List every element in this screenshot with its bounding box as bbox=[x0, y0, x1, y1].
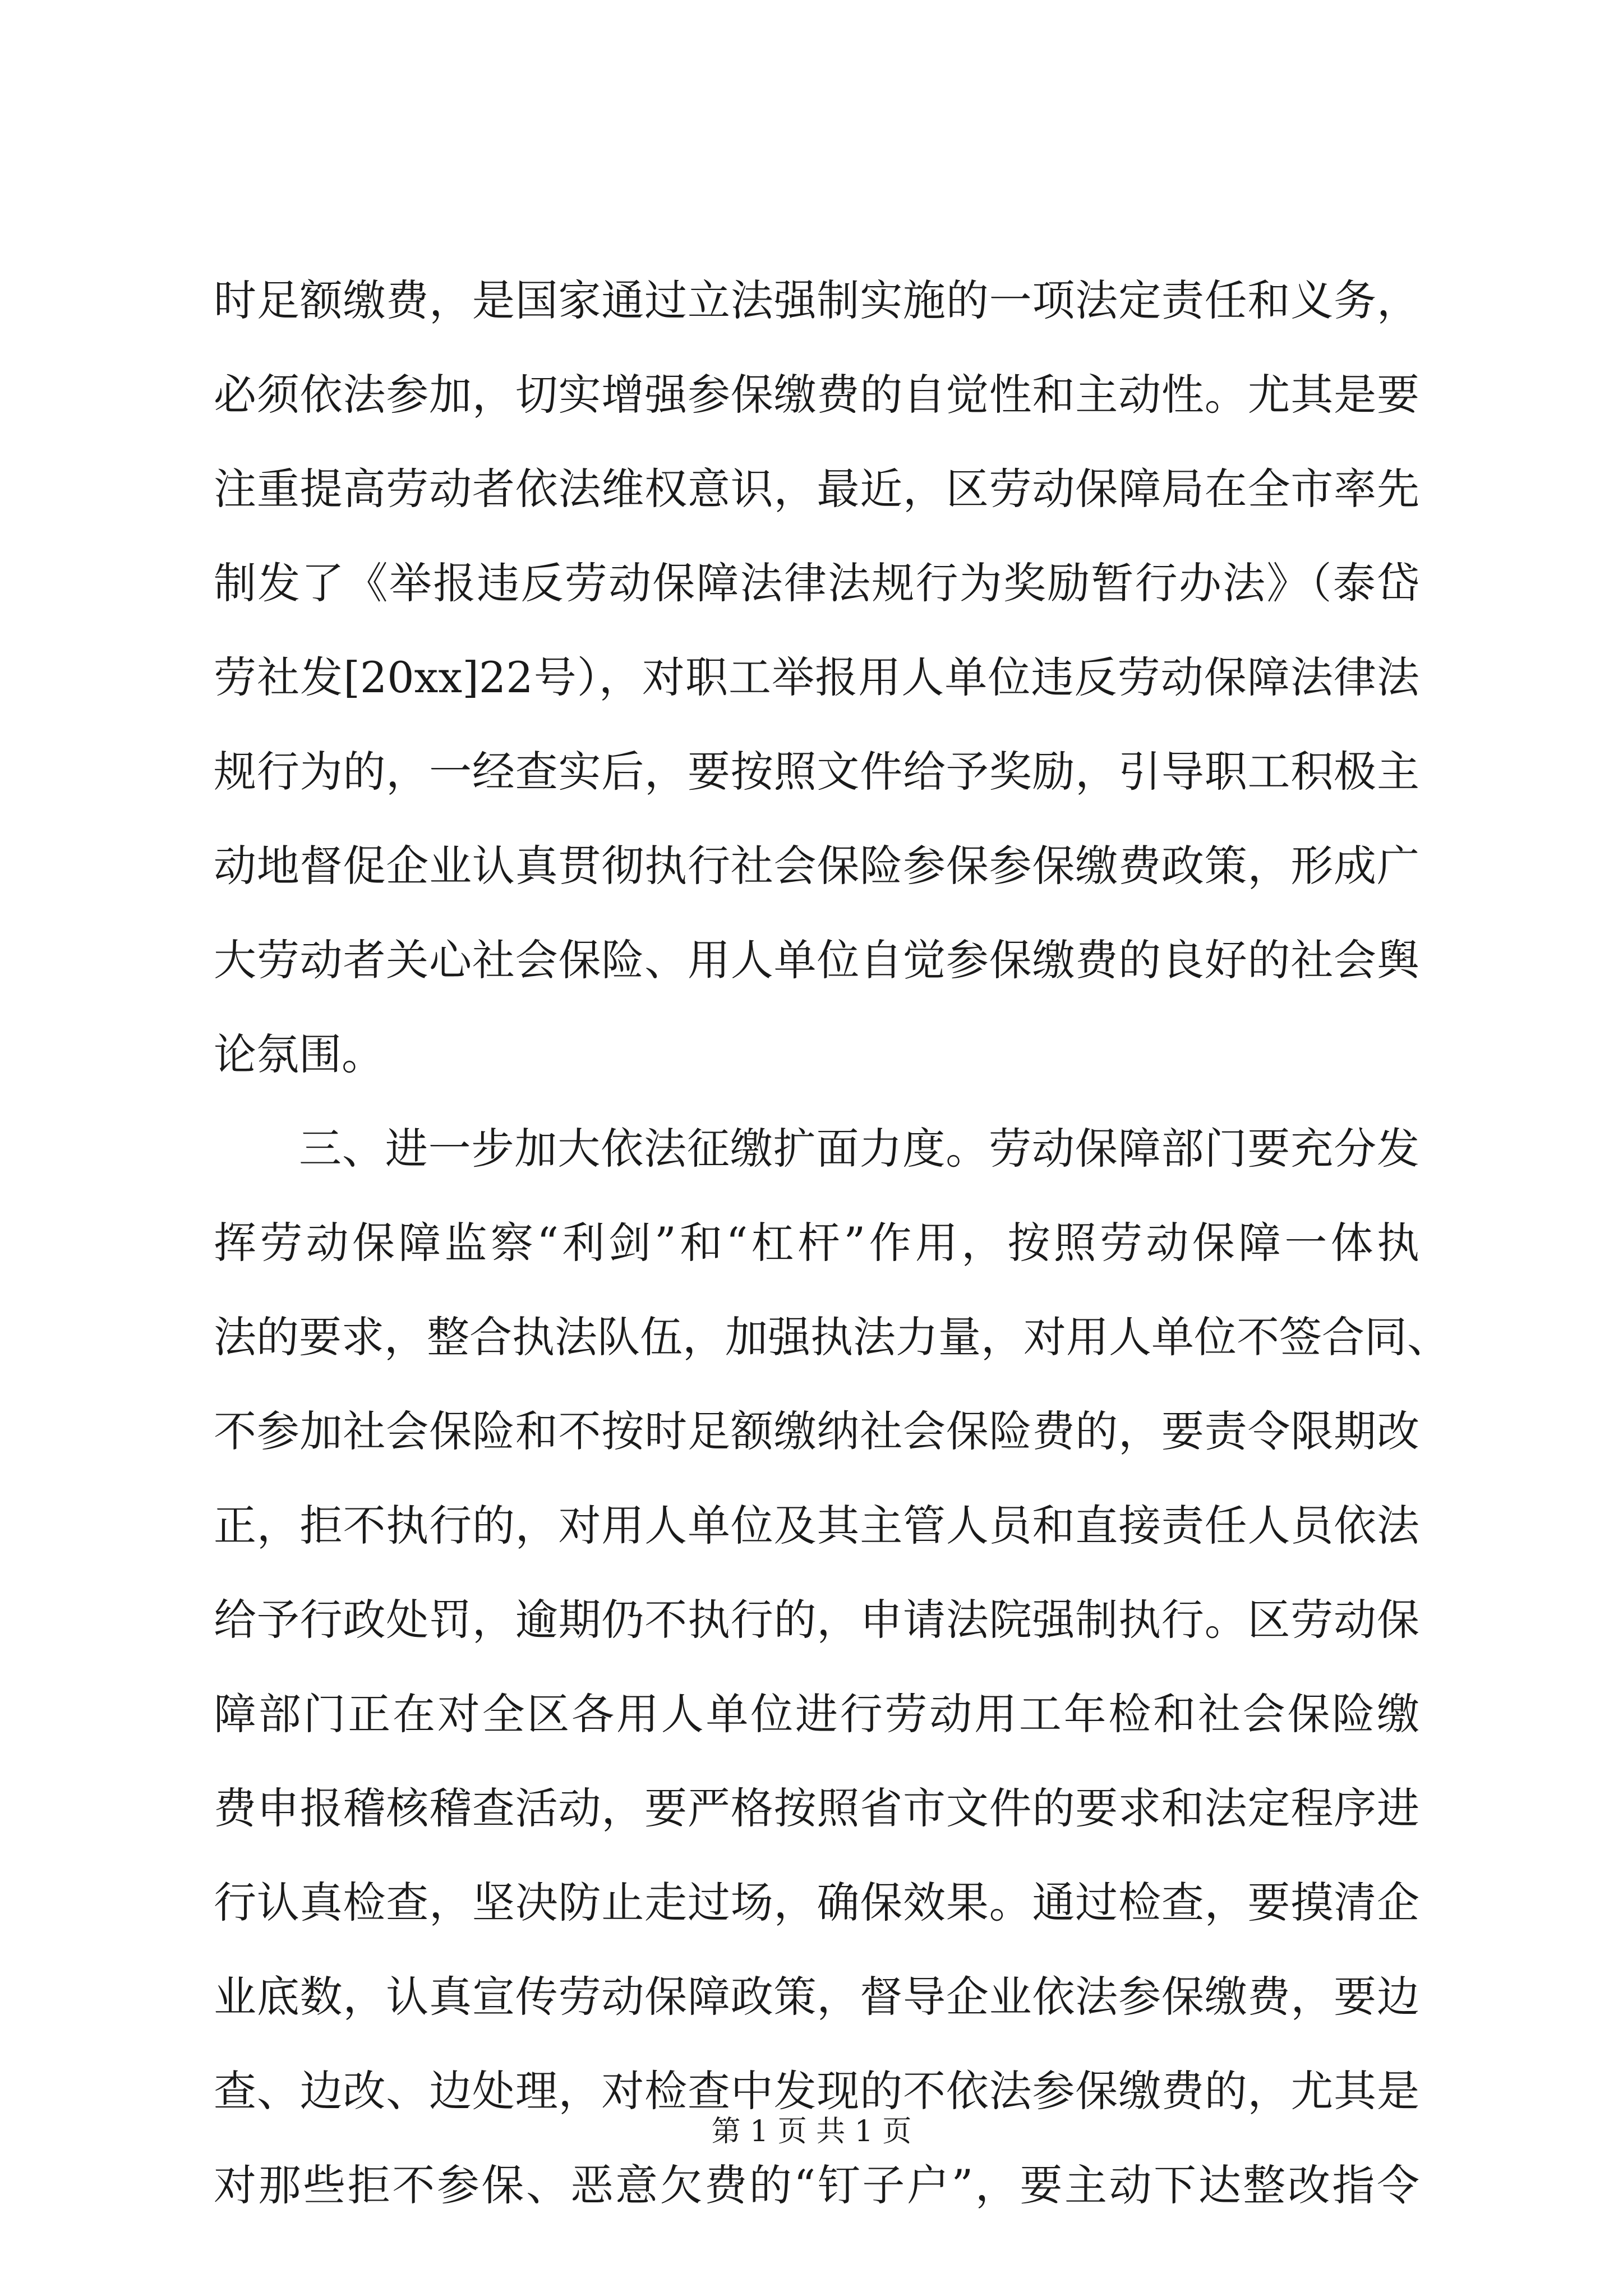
text-line: 行认真检查，坚决防止走过场，确保效果。通过检查，要摸清企 bbox=[214, 1878, 1419, 1927]
body-text bbox=[214, 254, 1450, 2233]
text-line: 制发了《举报违反劳动保障法律法规行为奖励暂行办法》（泰岱 bbox=[214, 558, 1419, 608]
text-line: 必须依法参加，切实增强参保缴费的自觉性和主动性。尤其是要 bbox=[214, 370, 1419, 420]
text-line: 障部门正在对全区各用人单位进行劳动用工年检和社会保险缴 bbox=[214, 1689, 1419, 1739]
text-line: 挥劳动保障监察“利剑”和“杠杆”作用，按照劳动保障一体执 bbox=[214, 1218, 1419, 1268]
text-line: 费申报稽核稽查活动，要严格按照省市文件的要求和法定程序进 bbox=[214, 1783, 1419, 1833]
text-line: 劳社发[20xx]22号），对职工举报用人单位违反劳动保障法律法 bbox=[214, 652, 1419, 702]
text-line: 大劳动者关心社会保险、用人单位自觉参保缴费的良好的社会舆 bbox=[214, 935, 1419, 985]
text-line: 不参加社会保险和不按时足额缴纳社会保险费的，要责令限期改 bbox=[214, 1406, 1419, 1456]
text-line: 给予行政处罚，逾期仍不执行的，申请法院强制执行。区劳动保 bbox=[214, 1595, 1419, 1645]
text-line: 对那些拒不参保、恶意欠费的“钉子户”，要主动下达整改指令 bbox=[214, 2160, 1419, 2210]
text-line: 动地督促企业认真贯彻执行社会保险参保参保缴费政策，形成广 bbox=[214, 841, 1419, 891]
text-line: 规行为的，一经查实后，要按照文件给予奖励，引导职工积极主 bbox=[214, 747, 1419, 797]
text-line: 正，拒不执行的，对用人单位及其主管人员和直接责任人员依法 bbox=[214, 1501, 1419, 1550]
text-line: 法的要求，整合执法队伍，加强执法力量，对用人单位不签合同、 bbox=[214, 1312, 1450, 1362]
paragraph-end-line: 论氛围。 bbox=[214, 1029, 384, 1079]
page-footer: 第 1 页 共 1 页 bbox=[711, 2115, 912, 2148]
text-line: 时足额缴费，是国家通过立法强制实施的一项法定责任和义务， bbox=[214, 275, 1419, 325]
text-line: 查、边改、边处理，对检查中发现的不依法参保缴费的，尤其是 bbox=[214, 2066, 1419, 2116]
text-line: 业底数，认真宣传劳动保障政策，督导企业依法参保缴费，要边 bbox=[214, 1972, 1419, 2022]
text-line: 注重提高劳动者依法维权意识，最近，区劳动保障局在全市率先 bbox=[214, 464, 1419, 514]
paragraph-start-line: 三、进一步加大依法征缴扩面力度。劳动保障部门要充分发 bbox=[299, 1124, 1419, 1174]
